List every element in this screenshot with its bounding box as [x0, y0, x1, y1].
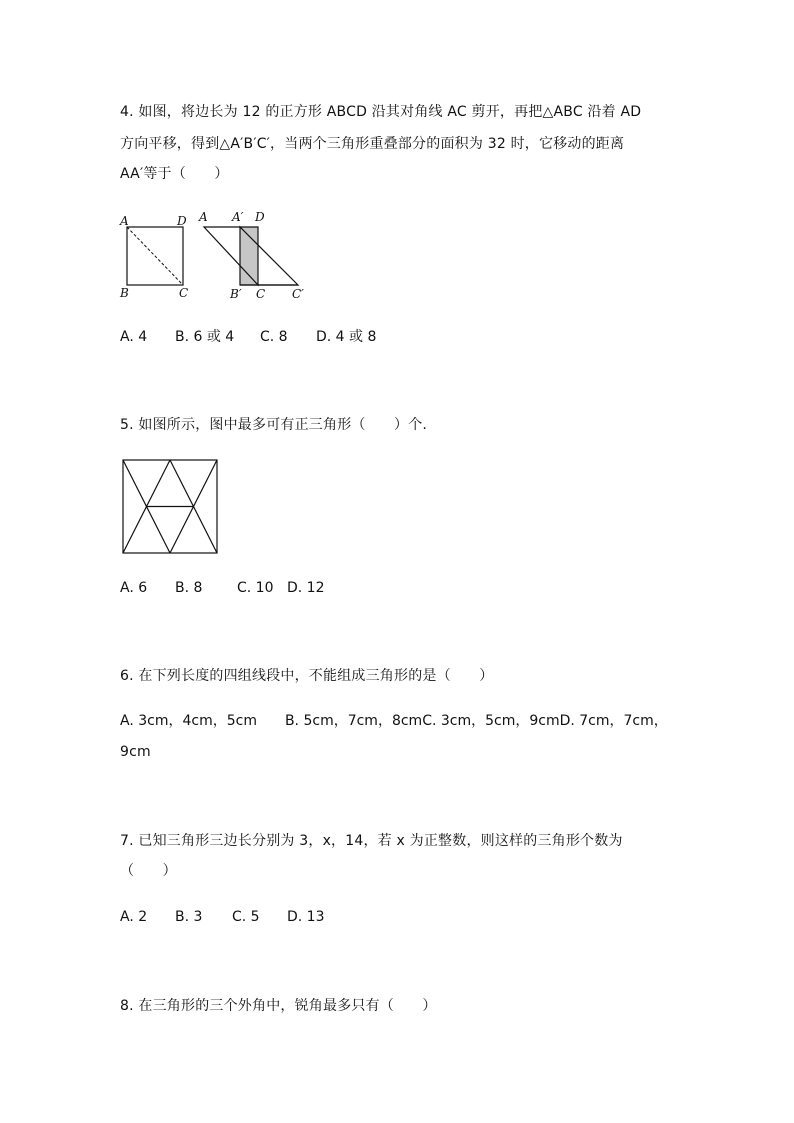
q7-stem-line-2: （ ）: [120, 863, 177, 879]
q5-option-d: D. 12: [287, 580, 325, 596]
q7-option-b: B. 3: [175, 909, 203, 925]
q4-stem-line-2: 方向平移，得到△A′B′C′，当两个三角形重叠部分的面积为 32 时，它移动的距离: [120, 136, 625, 152]
q5-option-b: B. 8: [175, 580, 203, 596]
label-p-a: A: [199, 210, 208, 224]
label-p-b1: B′: [230, 287, 242, 301]
q4-option-c: C. 8: [260, 329, 288, 345]
diagonal-ac: [127, 227, 183, 285]
q7-options: [120, 907, 325, 927]
q5-figure: [118, 455, 224, 559]
q5-stem: 5. 如图所示，图中最多可有正三角形（ ）个.: [120, 417, 428, 433]
q5-option-c: C. 10: [237, 580, 274, 596]
q4-option-d: D. 4 或 8: [316, 329, 377, 345]
q7-option-d: D. 13: [287, 909, 325, 925]
q7-option-a: A. 2: [120, 909, 148, 925]
label-p-c: C: [256, 287, 266, 301]
label-p-c1: C′: [292, 287, 304, 301]
q6-options-line-2: 9cm: [120, 744, 151, 760]
label-p-a1: A′: [232, 210, 244, 224]
label-sq-b: B: [120, 286, 129, 300]
label-sq-a: A: [120, 214, 129, 228]
q7-option-c: C. 5: [232, 909, 260, 925]
q6-options-line-1: A. 3cm，4cm，5cm B. 5cm，7cm，8cmC. 3cm，5cm，9cmD. 7cm，7cm，: [120, 713, 668, 729]
q4-option-b: B. 6 或 4: [175, 329, 235, 345]
label-sq-c: C: [179, 286, 189, 300]
label-sq-d: D: [177, 214, 187, 228]
q7-stem-line-1: 7. 已知三角形三边长分别为 3，x，14，若 x 为正整数，则这样的三角形个数为: [120, 833, 623, 849]
q4-stem-line-1: 4. 如图，将边长为 12 的正方形 ABCD 沿其对角线 AC 剪开，再把△ABC 沿着 AD: [120, 104, 642, 120]
q4-options: [120, 327, 376, 347]
q4-option-a: A. 4: [120, 329, 148, 345]
q5-option-a: A. 6: [120, 580, 148, 596]
q4-figure: [112, 205, 312, 305]
q8-stem: 8. 在三角形的三个外角中，锐角最多只有（ ）: [120, 998, 437, 1014]
q4-stem-line-3: AA′等于（ ）: [120, 166, 229, 182]
q6-stem: 6. 在下列长度的四组线段中，不能组成三角形的是（ ）: [120, 668, 494, 684]
label-p-d: D: [255, 210, 265, 224]
q5-options: [120, 578, 325, 598]
